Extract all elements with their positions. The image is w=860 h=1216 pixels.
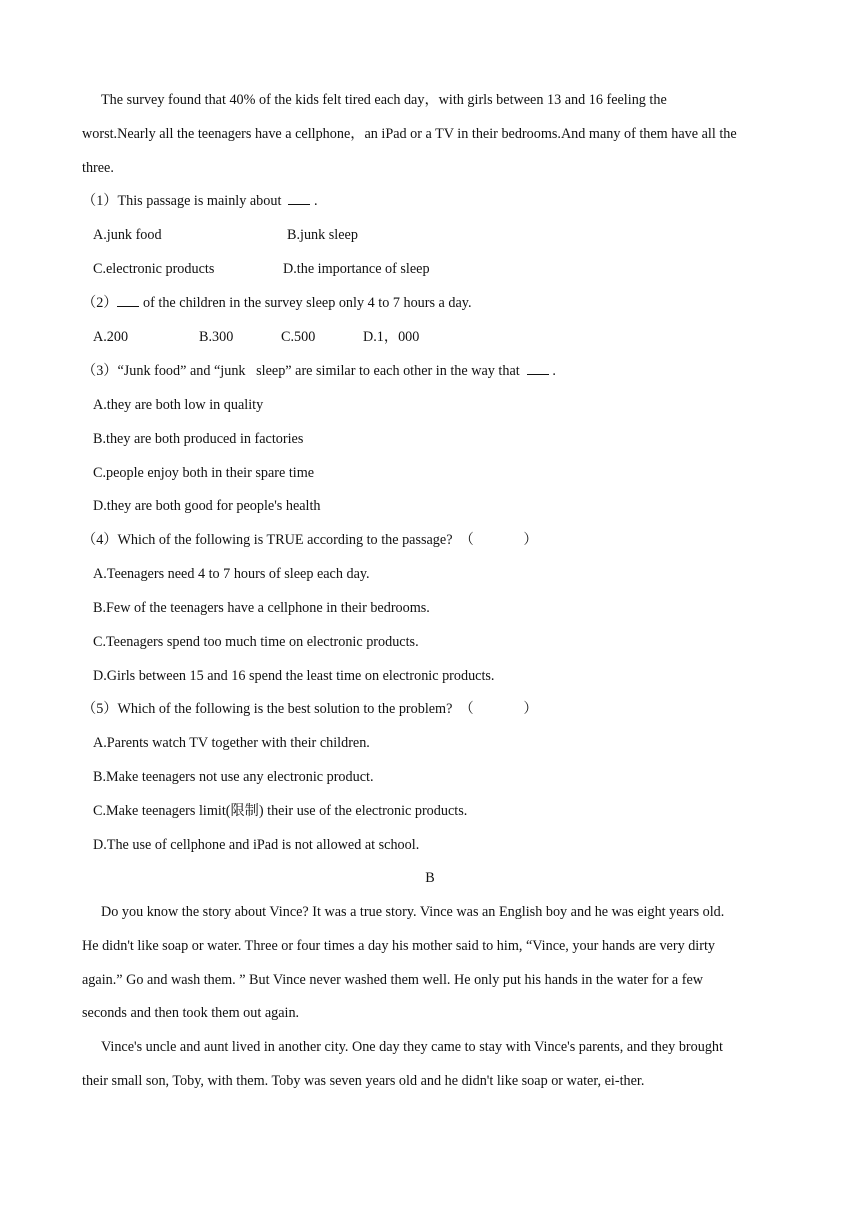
question-2-option-c: C.500 [281,329,316,345]
answer-blank [527,362,549,375]
question-5-option-d: D.The use of cellphone and iPad is not allowed at school. [93,837,420,853]
passage-b-p1-line-4: seconds and then took them out again. [82,1005,300,1021]
question-1-option-d: D.the importance of sleep [283,261,430,277]
question-4-option-b: B.Few of the teenagers have a cellphone in their bedrooms. [93,600,430,616]
question-1-stem [82,192,318,210]
question-4-option-a: A.Teenagers need 4 to 7 hours of sleep each day. [93,566,370,582]
question-3-period: . [552,363,556,379]
question-4-option-c: C.Teenagers spend too much time on electronic products. [93,634,419,650]
question-3-option-a: A.they are both low in quality [93,397,264,413]
passage-b-p1-line-2: He didn't like soap or water. Three or four times a day his mother said to him, “Vince, your hands are very dirty [82,938,716,954]
question-5-stem: （5）Which of the following is the best solution to the problem? （ ） [82,701,538,717]
passage-a-line-3: three. [82,160,114,176]
question-1-option-b: B.junk sleep [287,227,358,243]
question-4-stem: （4）Which of the following is TRUE according to the passage? （ ） [82,532,538,548]
question-2-option-a: A.200 [93,329,129,345]
question-3-text: （3）“Junk food” and “junk sleep” are similar to each other in the way that [82,363,520,379]
passage-b-p1-line-1: Do you know the story about Vince? It was a true story. Vince was an English boy and he was eight years old. [101,904,725,920]
question-5-option-b: B.Make teenagers not use any electronic product. [93,769,374,785]
answer-blank [117,294,139,307]
question-3-option-b: B.they are both produced in factories [93,431,304,447]
question-2-number: （2） [82,295,118,311]
question-2-text: of the children in the survey sleep only 4 to 7 hours a day. [143,295,472,311]
question-3-stem [82,362,556,380]
question-1-text: （1）This passage is mainly about [82,193,282,209]
question-1-period: . [314,193,318,209]
answer-blank [288,192,310,205]
question-4-option-d: D.Girls between 15 and 16 spend the least time on electronic products. [93,668,495,684]
question-3-option-d: D.they are both good for people's health [93,498,321,514]
question-3-option-c: C.people enjoy both in their spare time [93,465,315,481]
passage-b-p2-line-2: their small son, Toby, with them. Toby was seven years old and he didn't like soap or water, ei-ther. [82,1073,645,1089]
question-5-option-c: C.Make teenagers limit(限制) their use of the electronic products. [93,803,468,819]
passage-b-p2-line-1: Vince's uncle and aunt lived in another city. One day they came to stay with Vince's parents, and they brought [101,1039,723,1055]
question-2-stem [82,294,472,312]
passage-a-line-1: The survey found that 40% of the kids felt tired each day，with girls between 13 and 16 feeling the [101,92,667,108]
question-2-option-b: B.300 [199,329,234,345]
question-1-option-a: A.junk food [93,227,162,243]
section-b-heading: B [425,870,435,886]
passage-a-line-2: worst.Nearly all the teenagers have a cellphone，an iPad or a TV in their bedrooms.And many of them have all the [82,126,737,142]
question-5-option-a: A.Parents watch TV together with their children. [93,735,370,751]
passage-b-p1-line-3: again.” Go and wash them. ” But Vince never washed them well. He only put his hands in the water for a few [82,972,703,988]
question-1-option-c: C.electronic products [93,261,215,277]
question-2-option-d: D.1，000 [363,329,420,345]
